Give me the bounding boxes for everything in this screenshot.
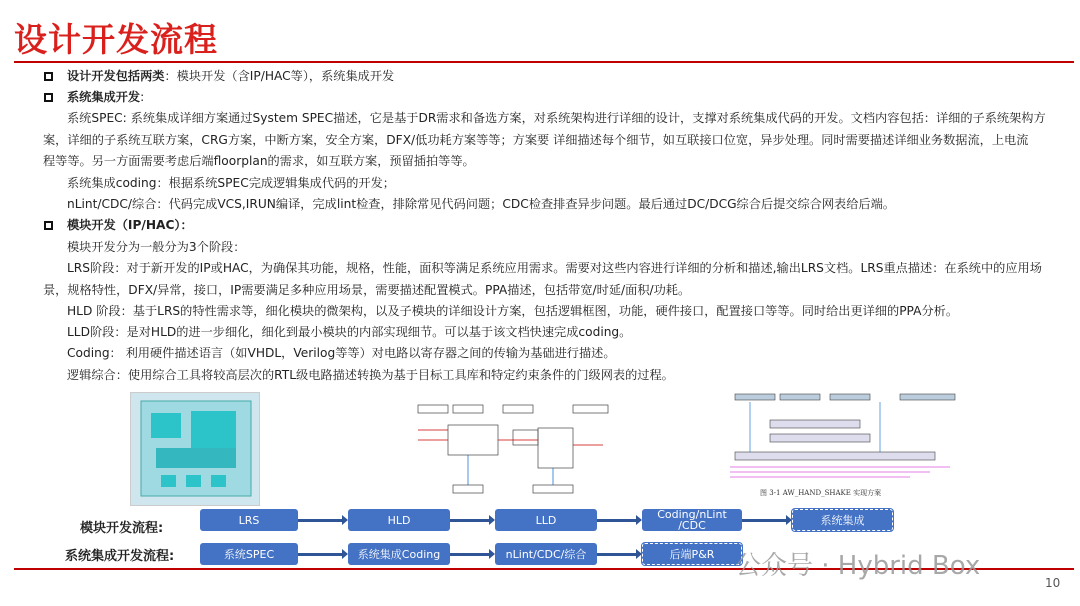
spec-line: 案，详细的子系统互联方案，CRG方案，中断方案，安全方案，DFX/低功耗方案等等；方案要 详细描述每个细节，如互联接口位宽，异步处理。同时需要描述详细业务数据流，上电流	[43, 133, 1029, 147]
module-flow-label: 模块开发流程:	[80, 521, 164, 536]
hld-line: HLD 阶段：基于LRS的特性需求等，细化模块的微架构，以及子模块的详细设计方案，包括逻辑框图，功能，硬件接口，配置接口等等。同时给出更详细的PPA分析。	[67, 304, 959, 318]
arrow-icon	[298, 553, 343, 556]
flow-step-sys-coding: 系统集成Coding	[348, 543, 450, 565]
coding-line: 系统集成coding：根据系统SPEC完成逻辑集成代码的开发；	[67, 176, 395, 190]
flow-step-lld: LLD	[495, 509, 597, 531]
flow-step-hld: HLD	[348, 509, 450, 531]
bullet-1: 设计开发包括两类：模块开发（含IP/HAC等），系统集成开发	[67, 69, 395, 83]
module-intro: 模块开发分为一般分为3个阶段：	[67, 240, 246, 254]
bullet-2: 系统集成开发:	[67, 90, 145, 104]
bullet-3: 模块开发（IP/HAC）：	[67, 218, 193, 232]
flow-step-coding: Coding/nLint /CDC	[642, 509, 742, 531]
watermark: 公众号 · Hybrid Box	[735, 551, 981, 581]
block-diagram-image	[130, 392, 260, 506]
spec-line: 系统SPEC: 系统集成详细方案通过System SPEC描述，它是基于DR需求和备选方案，对系统架构进行详细的设计，支撑对系统集成代码的开发。文档内容包括：详细的子系统架构方	[67, 111, 1046, 125]
coding-desc-line: Coding： 利用硬件描述语言（如VHDL，Verilog等等）对电路以寄存器之间的传输为基础进行描述。	[67, 346, 616, 360]
flow-step-nlint: nLint/CDC/综合	[495, 543, 597, 565]
system-flow-label: 系统集成开发流程:	[65, 549, 175, 564]
page-number: 10	[1045, 576, 1061, 590]
arrow-icon	[597, 519, 637, 522]
lrs-line: LRS阶段：对于新开发的IP或HAC，为确保其功能，规格，性能，面积等满足系统应用需求。需要对这些内容进行详细的分析和描述,输出LRS文档。LRS重点描述：在系统中的应用场	[67, 261, 1042, 275]
synth-line: 逻辑综合：使用综合工具将较高层次的RTL级电路描述转换为基于目标工具库和特定约束条件的门级网表的过程。	[67, 368, 674, 382]
hld-diagram-image	[408, 400, 615, 495]
handshake-diagram-image	[730, 392, 960, 502]
spec-line: 程等等。另一方面需要考虑后端floorplan的需求，如互联方案，预留插拍等等。	[43, 154, 475, 168]
bullet-icon	[44, 93, 53, 102]
arrow-icon	[742, 519, 787, 522]
figure-caption: 图 3-1 AW_HAND_SHAKE 实现方案	[760, 489, 882, 497]
arrow-icon	[298, 519, 343, 522]
nlint-line: nLint/CDC/综合：代码完成VCS,IRUN编译，完成lint检查，排除常见代码问题；CDC检查排查异步问题。最后通过DC/DCG综合后提交综合网表给后端。	[67, 197, 895, 211]
arrow-icon	[450, 519, 490, 522]
arrow-icon	[450, 553, 490, 556]
bullet-icon	[44, 72, 53, 81]
page-title: 设计开发流程	[14, 20, 218, 59]
arrow-icon	[597, 553, 637, 556]
flow-step-spec: 系统SPEC	[200, 543, 298, 565]
lrs-line: 景，规格特性，DFX/异常，接口，IP需要满足多种应用场景，需要描述配置模式。PPA描述，包括带宽/时延/面积/功耗。	[43, 283, 691, 297]
title-divider	[14, 61, 1074, 63]
flow-step-lrs: LRS	[200, 509, 298, 531]
flow-step-pr: 后端P&R	[642, 543, 742, 565]
flow-step-integration: 系统集成	[792, 509, 893, 531]
bullet-icon	[44, 221, 53, 230]
lld-line: LLD阶段：是对HLD的进一步细化，细化到最小模块的内部实现细节。可以基于该文档快速完成coding。	[67, 325, 632, 339]
